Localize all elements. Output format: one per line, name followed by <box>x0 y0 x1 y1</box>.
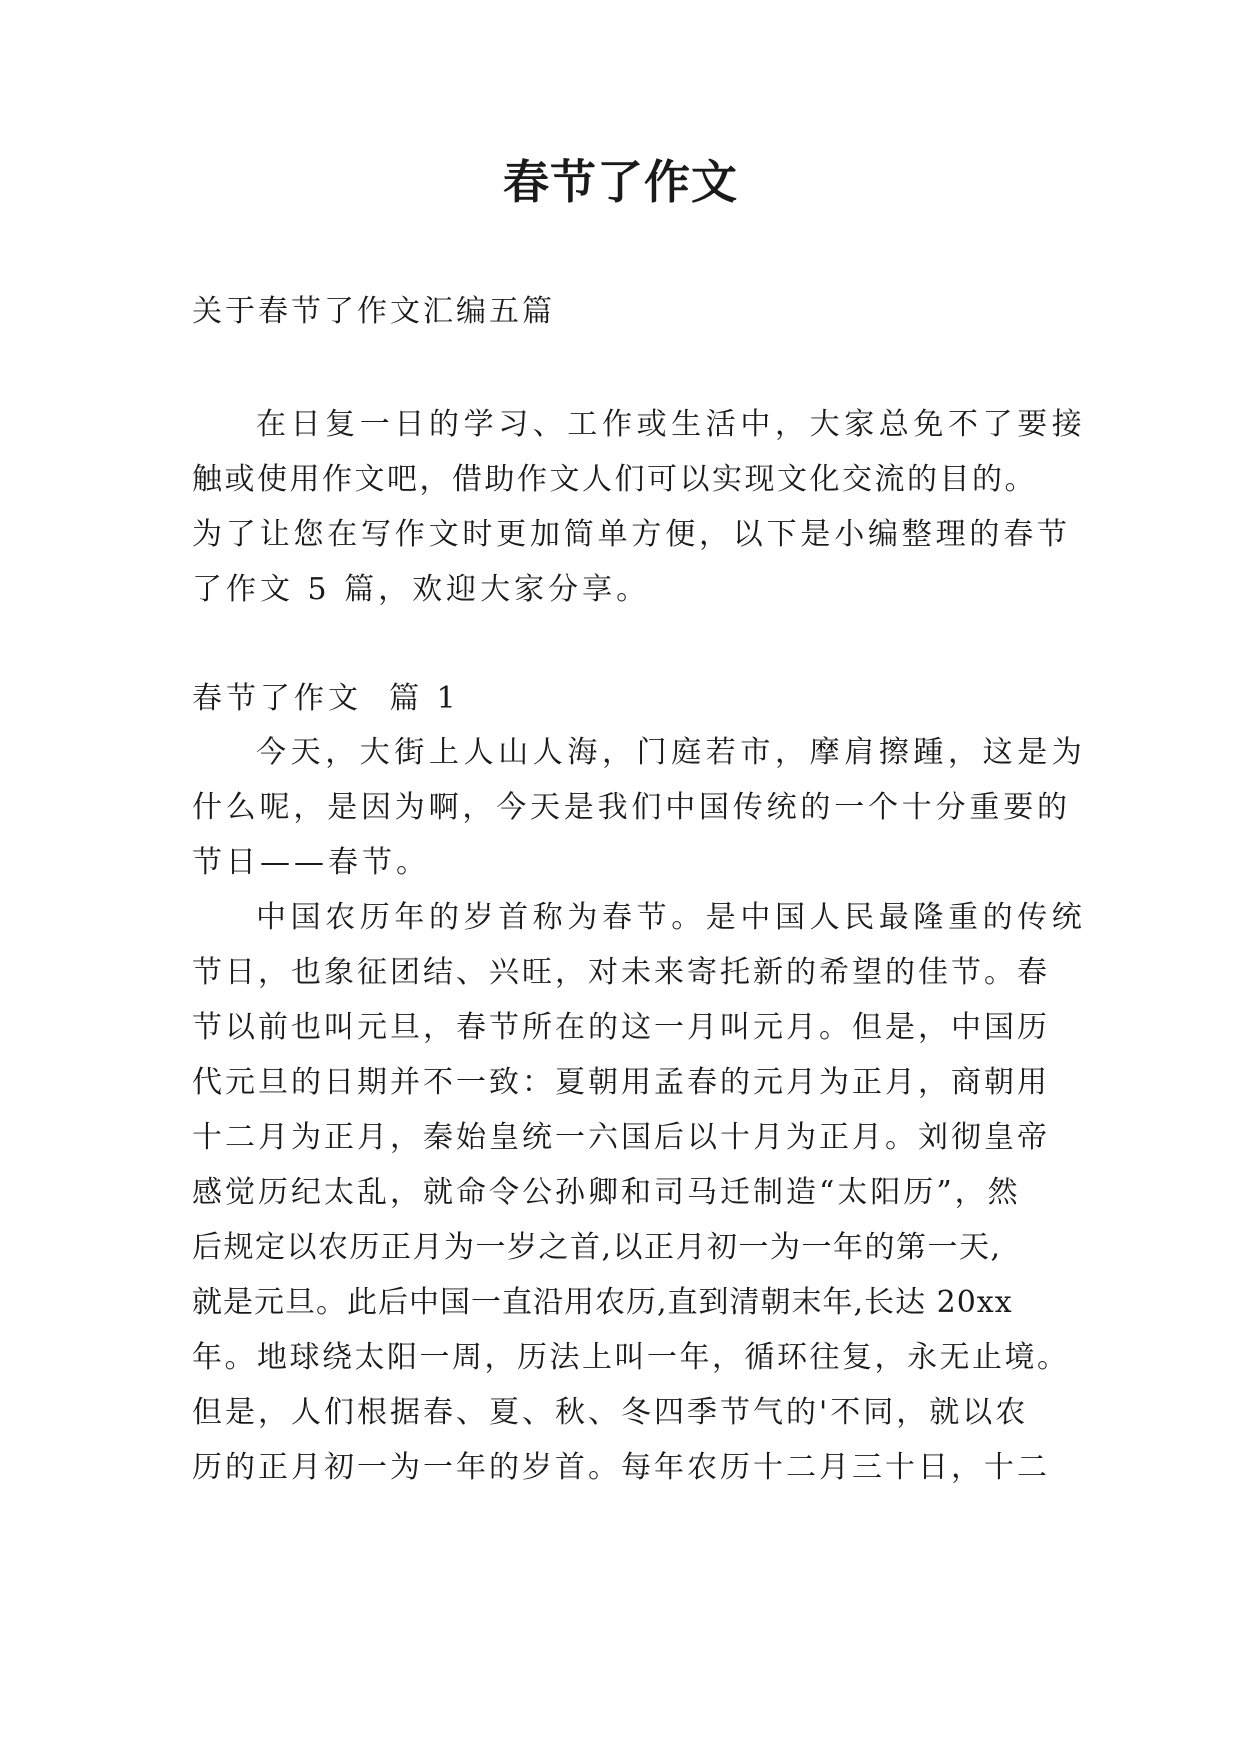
body-line: 十二月为正月，秦始皇统一六国后以十月为正月。刘彻皇帝 <box>192 1120 1050 1155</box>
body-line: 代元旦的日期并不一致：夏朝用孟春的元月为正月，商朝用 <box>192 1065 1050 1100</box>
body-line: 年。地球绕太阳一周，历法上叫一年，循环往复，永无止境。 <box>192 1340 1070 1375</box>
intro-line: 触或使用作文吧，借助作文人们可以实现文化交流的目的。 <box>192 462 1037 497</box>
intro-line: 在日复一日的学习、工作或生活中，大家总免不了要接 <box>256 407 1087 442</box>
intro-line: 了作文 5 篇，欢迎大家分享。 <box>192 572 651 607</box>
section-heading: 春节了作文 篇 1 <box>192 681 460 716</box>
body-line: 感觉历纪太乱，就命令公孙卿和司马迁制造“太阳历”，然 <box>192 1175 1021 1210</box>
body-line: 但是，人们根据春、夏、秋、冬四季节气的'不同，就以农 <box>192 1395 1029 1430</box>
document-title: 春节了作文 <box>503 155 738 209</box>
body-line: 今天，大街上人山人海，门庭若市，摩肩擦踵，这是为 <box>256 735 1087 770</box>
body-line: 中国农历年的岁首称为春节。是中国人民最隆重的传统 <box>256 900 1087 935</box>
body-line: 后规定以农历正月为一岁之首,以正月初一为一年的第一天, <box>192 1230 1002 1265</box>
body-line: 节以前也叫元旦，春节所在的这一月叫元月。但是，中国历 <box>192 1010 1050 1045</box>
body-line: 节日，也象征团结、兴旺，对未来寄托新的希望的佳节。春 <box>192 955 1050 990</box>
document-subtitle: 关于春节了作文汇编五篇 <box>192 294 555 329</box>
intro-line: 为了让您在写作文时更加简单方便，以下是小编整理的春节 <box>192 517 1071 552</box>
body-line: 节日——春节。 <box>192 845 430 880</box>
body-line: 什么呢，是因为啊，今天是我们中国传统的一个十分重要的 <box>192 790 1071 825</box>
body-line: 历的正月初一为一年的岁首。每年农历十二月三十日，十二 <box>192 1450 1050 1485</box>
body-line: 就是元旦。此后中国一直沿用农历,直到清朝末年,长达 20xx <box>192 1285 1013 1320</box>
